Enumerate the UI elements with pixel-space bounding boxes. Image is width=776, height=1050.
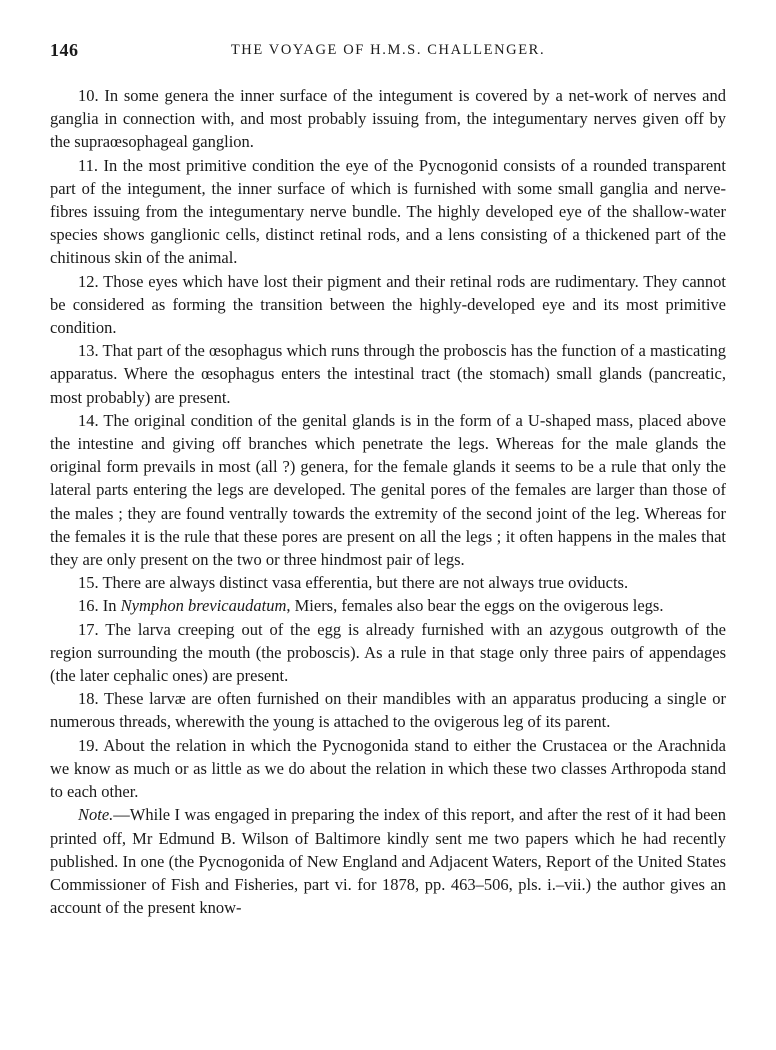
paragraph-10 bbox=[50, 84, 726, 154]
paragraph-18 bbox=[50, 687, 726, 733]
paragraph-14 bbox=[50, 409, 726, 571]
paragraph-text: There are always distinct vasa efferentia, but there are not always true oviducts. bbox=[102, 573, 629, 593]
paragraph-text: In some genera the inner surface of the integument is covered by a net-work of nerves and ganglia in connection with, and most probably issuing from, the integumentary nerves given off by the supraœsophageal ganglion. bbox=[50, 86, 727, 152]
paragraph-11 bbox=[50, 154, 726, 270]
paragraph-16 bbox=[50, 594, 726, 617]
paragraph-number: 11. bbox=[78, 155, 99, 175]
running-title: THE VOYAGE OF H.M.S. CHALLENGER. bbox=[230, 42, 546, 58]
page-number: 146 bbox=[50, 40, 79, 60]
paragraph-number: 18. bbox=[78, 689, 99, 709]
paragraph-text: The larva creeping out of the egg is already furnished with an azygous outgrowth of the region surrounding the mouth (the proboscis). As a rule in that stage only three pairs of appendages (the later cephalic ones) are present. bbox=[50, 619, 726, 686]
paragraph-text-after: , Miers, females also bear the eggs on the ovigerous legs. bbox=[286, 596, 664, 616]
page-header bbox=[50, 40, 726, 64]
paragraph-17 bbox=[50, 618, 726, 688]
paragraph-number: 12. bbox=[78, 271, 99, 291]
species-name: Nymphon brevicaudatum bbox=[120, 596, 287, 616]
paragraph-number: 19. bbox=[78, 735, 99, 755]
paragraph-text: These larvæ are often furnished on their mandibles with an apparatus producing a single or numerous threads, wherewith the young is attached to the ovigerous leg of its parent. bbox=[50, 689, 726, 732]
paragraph-text-before: In bbox=[102, 596, 121, 616]
paragraph-number: 13. bbox=[78, 341, 99, 361]
paragraph-13 bbox=[50, 339, 726, 409]
paragraph-text: In the most primitive condition the eye of the Pycnogonid consists of a rounded transparent part of the integument, the inner surface of which is furnished with some small ganglia and nerve-fibres issuing from the integumentary nerve bundle. The highly developed eye of the shallow-water species shows ganglionic cells, distinct retinal rods, and a lens consisting of a thickened part of the chitinous skin of the animal. bbox=[50, 155, 726, 268]
paragraph-number: 14. bbox=[78, 410, 99, 430]
note-paragraph bbox=[50, 803, 726, 919]
paragraph-number: 16. bbox=[78, 596, 99, 616]
document-page bbox=[50, 40, 726, 919]
paragraph-12 bbox=[50, 270, 726, 340]
paragraph-19 bbox=[50, 734, 726, 804]
paragraph-number: 15. bbox=[78, 573, 99, 593]
paragraph-number: 17. bbox=[78, 619, 99, 639]
paragraph-text: The original condition of the genital glands is in the form of a U-shaped mass, placed above the intestine and giving off branches which penetrate the legs. Whereas for the male glands the original form prevails in most (all ?) genera, for the female glands it seems to be a rule that only the lateral parts entering the legs are developed. The genital pores of the females are larger than those of the males ; they are found ventrally towards the extremity of the second joint of the leg. Whereas for the females it is the rule that these pores are present on all the legs ; it often happens in the males that they are only present on the two or three hindmost pair of legs. bbox=[50, 410, 727, 570]
note-text: —While I was engaged in preparing the index of this report, and after the rest of it had been printed off, Mr Edmund B. Wilson of Baltimore kindly sent me two papers which he had recently published. In one (the Pycnogonida of New England and Adjacent Waters, Report of the United States Commissioner of Fish and Fisheries, part vi. for 1878, pp. 463–506, pls. i.–vii.) the author gives an account of the present know- bbox=[50, 805, 726, 918]
paragraph-number: 10. bbox=[78, 86, 99, 105]
note-label: Note. bbox=[78, 805, 114, 825]
paragraph-15 bbox=[50, 571, 726, 594]
paragraph-text: That part of the œsophagus which runs through the proboscis has the function of a masticating apparatus. Where the œsophagus enters the intestinal tract (the stomach) small glands (pancreatic, most probably) are present. bbox=[50, 341, 727, 407]
paragraph-text: About the relation in which the Pycnogonida stand to either the Crustacea or the Arachnida we know as much or as little as we do about the relation in which these two classes Arthropoda stand to each other. bbox=[50, 735, 726, 802]
paragraph-text: Those eyes which have lost their pigment and their retinal rods are rudimentary. They cannot be considered as forming the transition between the highly-developed eye and its most primitive condition. bbox=[50, 271, 726, 338]
